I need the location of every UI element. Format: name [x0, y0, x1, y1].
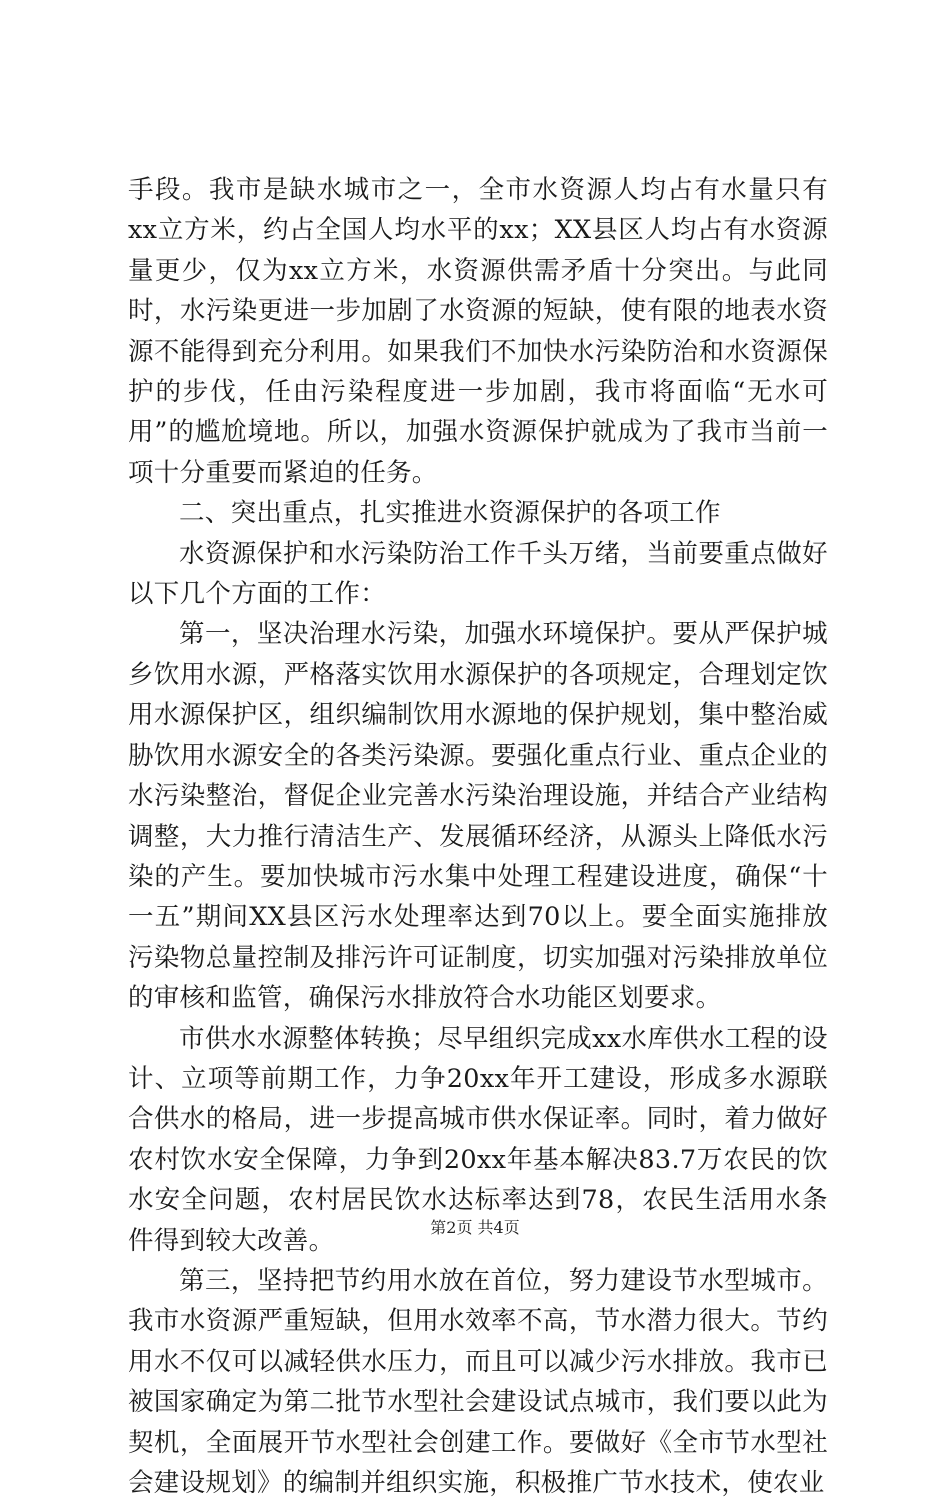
paragraph-1: 手段。我市是缺水城市之一，全市水资源人均占有水量只有xx立方米，约占全国人均水平的xx；XX县区人均占有水资源量更少，仅为xx立方米，水资源供需矛盾十分突出。与此同时，水污染更进一步加剧了水资源的短缺，使有限的地表水资源不能得到充分利用。如果我们不加快水污染防治和水资源保护的步伐，任由污染程度进一步加剧，我市将面临“无水可用”的尴尬境地。所以，加强水资源保护就成为了我市当前一项十分重要而紧迫的任务。: [128, 175, 828, 488]
section-heading: 二、突出重点，扎实推进水资源保护的各项工作: [179, 498, 721, 529]
paragraph-4: 市供水水源整体转换；尽早组织完成xx水库供水工程的设计、立项等前期工作，力争20xx年开工建设，形成多水源联合供水的格局，进一步提高城市供水保证率。同时，着力做好农村饮水安全保障，力争到20xx年基本解决83.7万农民的饮水安全问题，农村居民饮水达标率达到78，农民生活用水条件得到较大改善。: [128, 1023, 828, 1256]
paragraph-5: 第三，坚持把节约用水放在首位，努力建设节水型城市。我市水资源严重短缺，但用水效率不高，节水潜力很大。节约用水不仅可以减轻供水压力，而且可以减少污水排放。我市已被国家确定为第二批节水型社会建设试点城市，我们要以此为契机，全面展开节水型社会创建工作。要做好《全市节水型社会建设规划》的编制并组织实施，积极推广节水技术，使农业: [128, 1265, 828, 1498]
document-body: [128, 170, 828, 1503]
page-number-footer: 第2页 共4页: [430, 1218, 520, 1237]
paragraph-3: 第一，坚决治理水污染，加强水环境保护。要从严保护城乡饮用水源，严格落实饮用水源保护的各项规定，合理划定饮用水源保护区，组织编制饮用水源地的保护规划，集中整治威胁饮用水源安全的各类污染源。要强化重点行业、重点企业的水污染整治，督促企业完善水污染治理设施，并结合产业结构调整，大力推行清洁生产、发展循环经济，从源头上降低水污染的产生。要加快城市污水集中处理工程建设进度，确保“十一五”期间XX县区污水处理率达到70以上。要全面实施排放污染物总量控制及排污许可证制度，切实加强对污染排放单位的审核和监管，确保污水排放符合水功能区划要求。: [128, 619, 828, 1014]
paragraph-2: 水资源保护和水污染防治工作千头万绪，当前要重点做好以下几个方面的工作：: [128, 538, 828, 610]
